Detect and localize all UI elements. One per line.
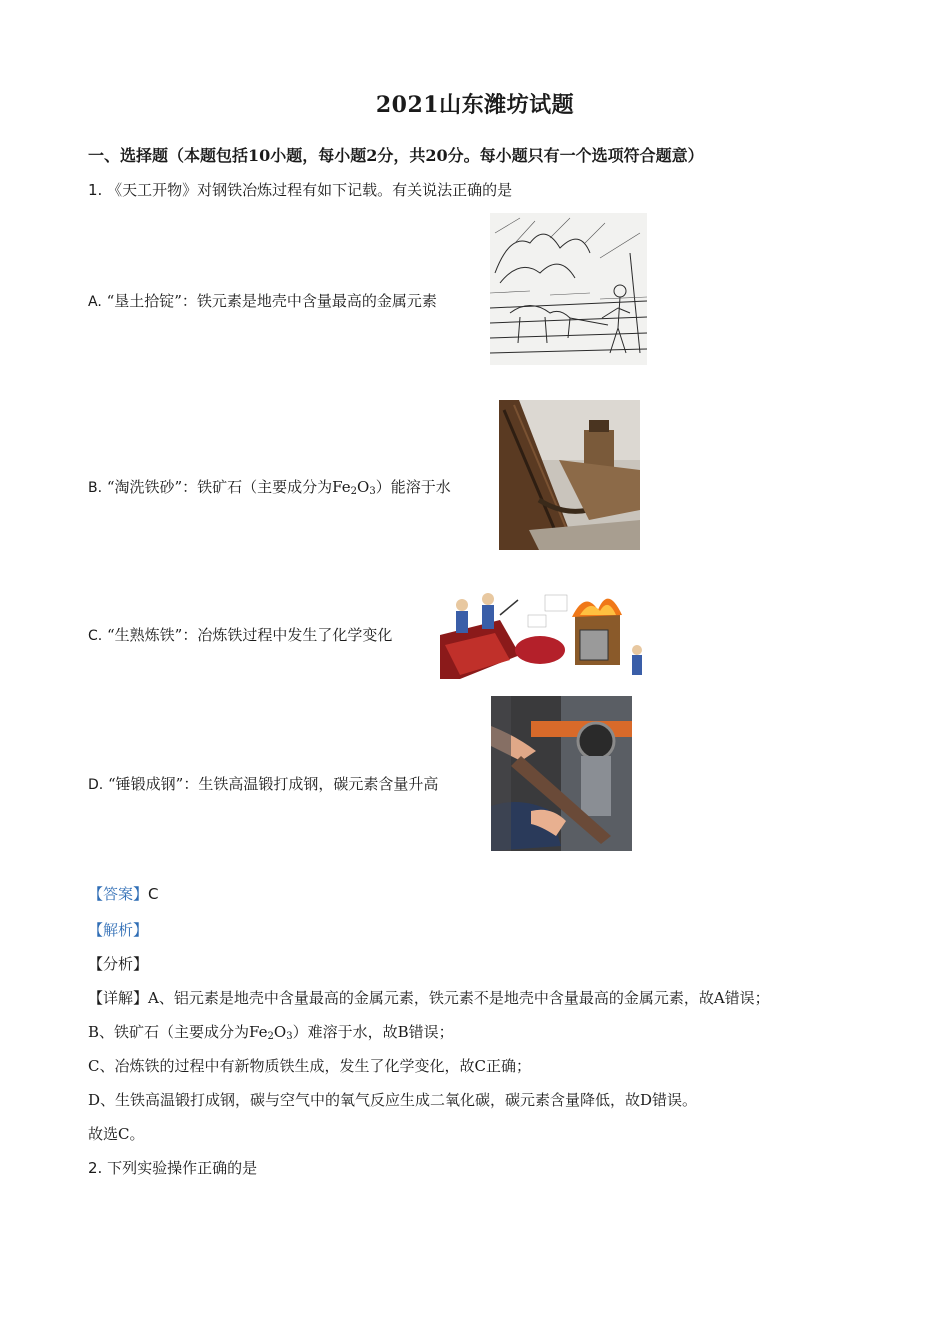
detail-b-sub1: 2 [267,1031,274,1042]
detail-b-mid: O [273,1023,287,1041]
option-d-illustration [491,696,632,851]
detail-b-after: ）难溶于水，故B错误； [292,1023,454,1041]
question-1-text: 《天工开物》对钢铁冶炼过程有如下记载。有关说法正确的是 [107,181,513,199]
option-c [88,625,392,646]
option-c-illustration [440,585,649,679]
detail-b-before: B、铁矿石（主要成分为Fe [88,1023,268,1041]
answer-value: C [148,885,159,903]
fenxi-line [88,954,148,974]
analysis-line [88,920,148,940]
option-b-sub1: 2 [350,486,358,497]
option-d-letter: D. [88,777,104,793]
question-1-number: 1. [88,181,103,199]
option-b-text-before: “淘洗铁砂”：铁矿石（主要成分为Fe [106,478,351,496]
answer-line [88,884,159,904]
option-b-illustration [499,400,640,550]
ore-washing-photo [499,400,640,550]
section-heading: 一、选择题（本题包括10小题，每小题2分，共20分。每小题只有一个选项符合题意） [88,146,704,165]
page-title: 2021山东潍坊试题 [375,92,575,118]
belt-grinding-photo [491,696,632,851]
option-a [88,291,437,312]
option-d [88,774,438,795]
option-b [88,477,451,502]
plowing-woodcut-image [490,213,647,365]
question-2-stem [88,1158,257,1178]
option-c-letter: C. [88,628,103,644]
option-b-letter: B. [88,480,103,496]
option-a-illustration [490,213,647,365]
detail-c-line: C、冶炼铁的过程中有新物质铁生成，发生了化学变化，故C正确； [88,1057,531,1075]
detail-d-line: D、生铁高温锻打成钢，碳与空气中的氧气反应生成二氧化碳，碳元素含量降低，故D错误。 [88,1091,698,1109]
conclusion-line: 故选C。 [88,1125,145,1143]
detail-a-line [88,988,770,1008]
detail-label: 【详解】 [88,989,149,1007]
option-a-text: “垦土拾锭”：铁元素是地壳中含量最高的金属元素 [106,292,437,310]
option-b-mid: O [357,478,370,496]
option-c-text: “生熟炼铁”：冶炼铁过程中发生了化学变化 [107,626,393,644]
analysis-label: 【解析】 [88,921,149,939]
question-2-text: 下列实验操作正确的是 [107,1159,258,1177]
answer-label: 【答案】 [88,885,149,903]
detail-b-sub2: 3 [286,1031,293,1042]
fenxi-label: 【分析】 [88,955,149,973]
detail-a-text: A、铝元素是地壳中含量最高的金属元素，铁元素不是地壳中含量最高的金属元素，故A错误； [148,989,770,1007]
option-b-sub2: 3 [369,486,376,497]
option-a-letter: A. [88,294,102,310]
option-b-text-after: ）能溶于水 [375,478,451,496]
iron-smelting-cartoon [440,585,649,679]
detail-b-line [88,1022,454,1047]
question-2-number: 2. [88,1159,103,1177]
option-d-text: “锤锻成钢”：生铁高温锻打成钢，碳元素含量升高 [108,775,439,793]
question-1-stem [88,180,512,200]
